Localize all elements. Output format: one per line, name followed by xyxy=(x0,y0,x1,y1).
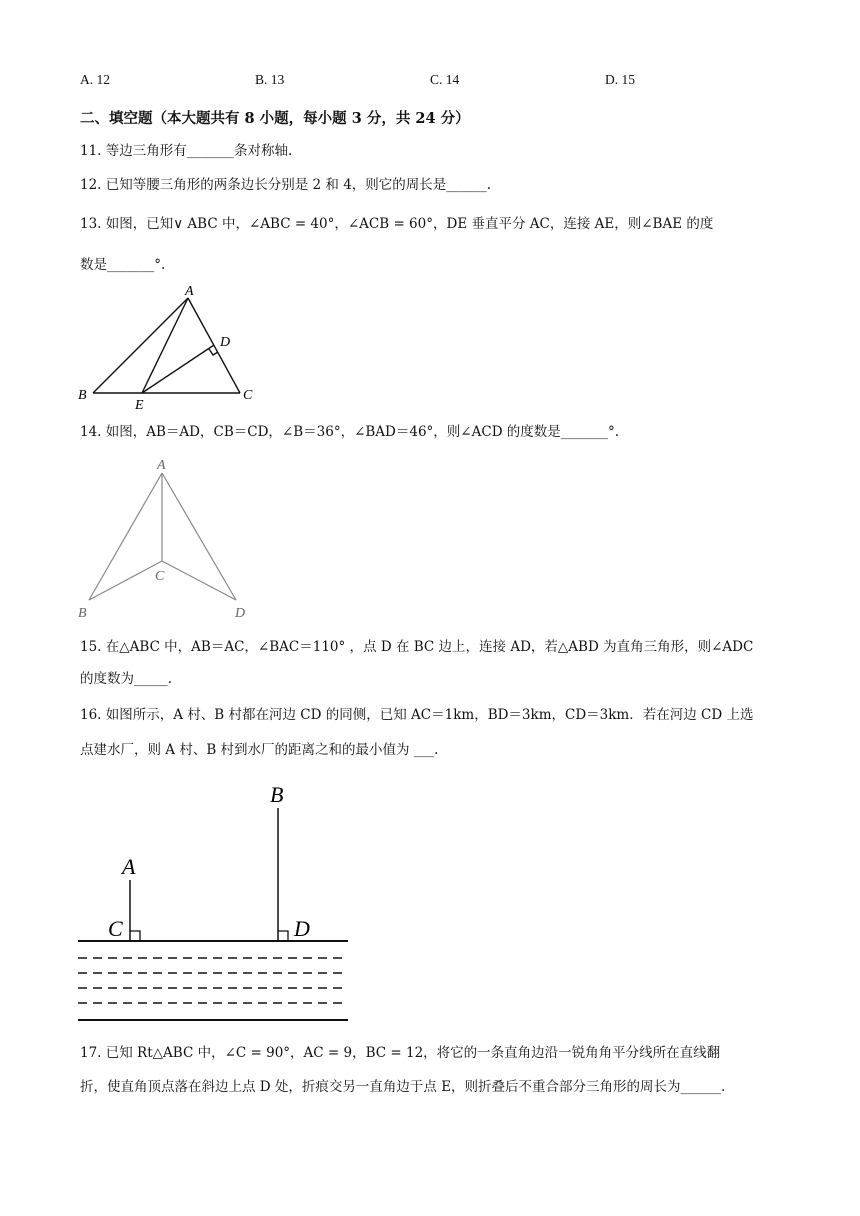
question-13-line-1: 13. 如图，已知∨ ABC 中，∠ABC = 40°，∠ACB = 60°，DE 垂直平分 AC，连接 AE，则∠BAE 的度 xyxy=(80,216,714,232)
question-15-line-1: 15. 在△ABC 中，AB＝AC，∠BAC＝110° ，点 D 在 BC 边上，连接 AD，若△ABD 为直角三角形，则∠ADC xyxy=(80,639,754,655)
option-b: B. 13 xyxy=(255,72,285,87)
question-16-line-1: 16. 如图所示，A 村、B 村都在河边 CD 的同侧，已知 AC＝1km，BD＝3km，CD＝3km．若在河边 CD 上选 xyxy=(80,707,754,723)
question-17-line-2: 折，使直角顶点落在斜边上点 D 处，折痕交另一直角边于点 E，则折叠后不重合部分三角形的周长为______. xyxy=(80,1079,726,1095)
label-b: B xyxy=(270,782,284,807)
label-d: D xyxy=(294,916,310,941)
question-15-line-2: 的度数为_____. xyxy=(80,671,173,687)
label-c: C xyxy=(243,388,253,403)
segment-ab xyxy=(93,298,188,393)
figure-16-river xyxy=(75,778,355,1028)
figure-14-kite xyxy=(75,455,265,625)
figure-13-triangle xyxy=(75,283,275,413)
label-c: C xyxy=(155,569,165,584)
question-13-line-2: 数是_______°. xyxy=(80,257,166,273)
label-a: A xyxy=(122,854,136,879)
label-a: A xyxy=(157,458,166,473)
question-17-line-1: 17. 已知 Rt△ABC 中，∠C = 90°，AC = 9，BC = 12，将它的一条直角边沿一锐角角平分线所在直线翻 xyxy=(80,1045,721,1061)
label-b: B xyxy=(78,606,87,621)
label-d: D xyxy=(235,606,246,621)
segment-de xyxy=(142,345,214,393)
label-d: D xyxy=(220,335,231,350)
option-d: D. 15 xyxy=(605,72,635,87)
segment-ae xyxy=(142,298,188,393)
question-16-line-2: 点建水厂，则 A 村、B 村到水厂的距离之和的最小值为 ___. xyxy=(80,742,439,758)
section-heading: 二、填空题（本大题共有 8 小题，每小题 3 分，共 24 分） xyxy=(80,110,470,127)
option-a: A. 12 xyxy=(80,72,110,87)
label-a: A xyxy=(185,284,194,299)
option-c: C. 14 xyxy=(430,72,460,87)
right-angle-mark-c xyxy=(130,931,140,941)
label-c: C xyxy=(108,916,123,941)
question-12: 12. 已知等腰三角形的两条边长分别是 2 和 4，则它的周长是______. xyxy=(80,177,492,193)
label-b: B xyxy=(78,388,87,403)
label-e: E xyxy=(135,398,144,413)
right-angle-mark-d xyxy=(278,931,288,941)
question-14: 14. 如图，AB＝AD，CB＝CD，∠B＝36°，∠BAD＝46°，则∠ACD 的度数是_______°. xyxy=(80,424,620,440)
question-11: 11. 等边三角形有_______条对称轴. xyxy=(80,143,293,159)
